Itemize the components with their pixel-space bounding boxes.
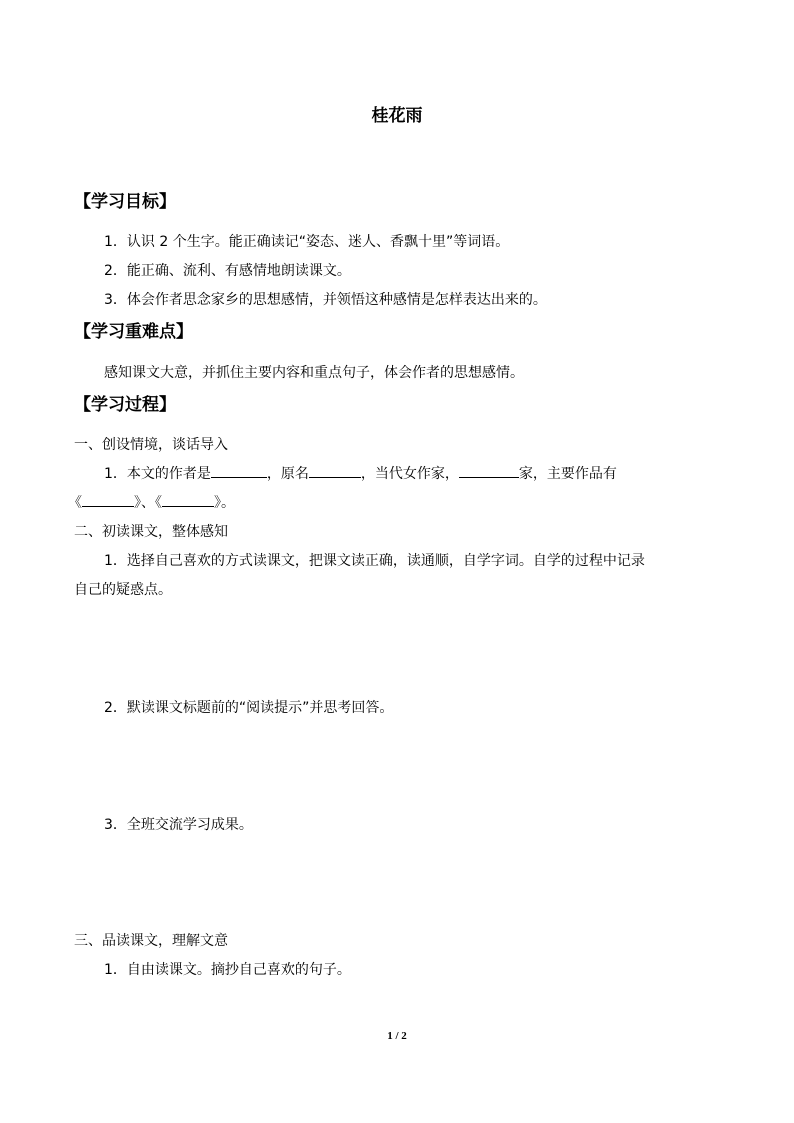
key-points-text: 感知课文大意，并抓住主要内容和重点句子，体会作者的思想感情。 <box>104 365 524 381</box>
page-number: 1 / 2 <box>387 1030 407 1042</box>
part3-question-1: 1．自由读课文。摘抄自己喜欢的句子。 <box>104 962 351 978</box>
part1-question-1-works <box>68 492 235 513</box>
q1-text-c: ，当代女作家， <box>360 466 459 482</box>
q1-text-f: 》、《 <box>134 495 162 511</box>
part2-question-1-line-1: 1．选择自己喜欢的方式读课文，把课文读正确，读通顺，自学字词。自学的过程中记录 <box>104 553 645 569</box>
part1-question-1 <box>104 463 617 484</box>
q1-text-e: 《 <box>68 495 82 511</box>
section-heading-process: 【学习过程】 <box>74 395 176 415</box>
q1-text-a: 1．本文的作者是 <box>104 466 211 482</box>
answer-blank-original-name[interactable] <box>309 463 361 478</box>
section-heading-objectives: 【学习目标】 <box>74 192 176 212</box>
q1-text-d: 家，主要作品有 <box>518 466 617 482</box>
part2-question-3: 3．全班交流学习成果。 <box>104 817 253 833</box>
part2-question-1-line-2: 自己的疑惑点。 <box>74 582 172 598</box>
q1-text-b: ，原名 <box>266 466 309 482</box>
objective-item-3: 3．体会作者思念家乡的思想感情，并领悟这种感情是怎样表达出来的。 <box>104 292 547 308</box>
objective-item-1: 1．认识 2 个生字。能正确读记“姿态、迷人、香飘十里”等词语。 <box>104 234 510 250</box>
answer-blank-work-1[interactable] <box>82 492 134 507</box>
document-title: 桂花雨 <box>371 106 423 126</box>
q1-text-g: 》。 <box>214 495 235 511</box>
part2-question-2: 2．默读课文标题前的“阅读提示”并思考回答。 <box>104 700 394 716</box>
part3-title: 三、品读课文，理解文意 <box>74 933 228 949</box>
part2-title: 二、初读课文，整体感知 <box>74 524 228 540</box>
answer-blank-author[interactable] <box>211 463 267 478</box>
answer-blank-profession[interactable] <box>459 463 519 478</box>
answer-blank-work-2[interactable] <box>162 492 214 507</box>
section-heading-key-points: 【学习重难点】 <box>74 322 193 342</box>
objective-item-2: 2．能正确、流利、有感情地朗读课文。 <box>104 263 351 279</box>
part1-title: 一、创设情境，谈话导入 <box>74 437 228 453</box>
